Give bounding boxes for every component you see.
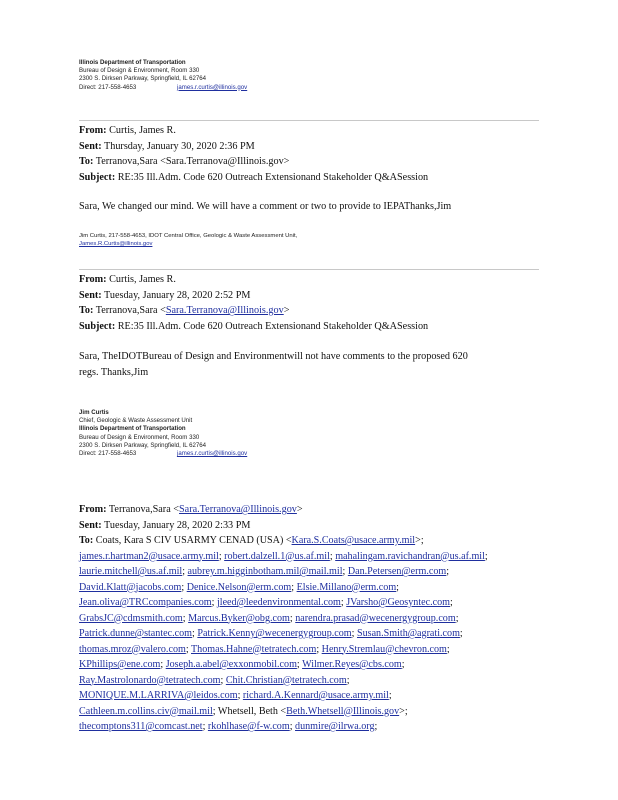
recipient-email-link[interactable]: David.Klatt@jacobs.com [79, 581, 182, 593]
sig-line: Jim Curtis, 217-558-4653, IDOT Central Office, Geologic & Waste Assessment Unit, [79, 233, 298, 239]
recipient-text: ; [484, 550, 488, 562]
email1-header [79, 123, 428, 185]
sig-org: Illinois Department of Transportation [79, 59, 186, 66]
recipient-text: ; [446, 643, 450, 655]
recipient-email-link[interactable]: richard.A.Kennard@usace.army.mil [242, 690, 389, 701]
recipient-email-link[interactable]: Ray.Mastrolonardo@tetratech.com [79, 674, 221, 686]
to-value: Terranova,Sara <Sara.Terranova@Illinois.gov> [95, 156, 290, 168]
recipient-text: ; [202, 721, 208, 732]
recipient-text: ; [181, 581, 187, 593]
recipient-email-link[interactable]: Joseph.a.abel@exxonmobil.com [165, 659, 297, 670]
sig-email-link[interactable]: james.r.curtis@illinois.gov [177, 83, 248, 91]
recipient-email-link[interactable]: narendra.prasad@wecenergygroup.com [295, 612, 456, 624]
recipient-text: ; [182, 612, 189, 624]
from-end: > [296, 504, 303, 515]
recipient-text: ; [185, 643, 191, 655]
recipient-email-link[interactable]: Cathleen.m.collins.civ@mail.mil [79, 705, 213, 717]
recipient-text: ; [182, 566, 188, 577]
recipient-email-link[interactable]: james.r.hartman2@usace.army.mil [79, 550, 219, 562]
from-label: From: [79, 504, 107, 515]
recipient-line [79, 564, 488, 580]
recipient-line [79, 626, 488, 642]
recipient-text: >; [399, 705, 408, 717]
recipient-text: ; Whetsell, Beth < [212, 705, 287, 717]
sig-email-link[interactable]: James.R.Curtis@illinois.gov [79, 241, 153, 248]
recipient-text: ; [296, 659, 303, 670]
sig-direct: Direct: 217-558-4653 [79, 450, 137, 458]
recipient-email-link[interactable]: dunmire@ilrwa.org [295, 721, 375, 732]
email2-signature [79, 409, 247, 458]
recipient-text: ; [289, 721, 296, 732]
recipient-text: ; [401, 659, 405, 670]
recipient-line [79, 704, 488, 720]
email2-header [79, 272, 428, 334]
sig-address: 2300 S. Dirksen Parkway, Springfield, IL 62764 [79, 75, 207, 83]
recipient-text: ; [351, 628, 357, 639]
from-label: From: [79, 274, 107, 285]
recipient-text: ; [316, 643, 322, 655]
recipient-email-link[interactable]: MONIQUE.M.LARRIVA@leidos.com [79, 690, 238, 701]
recipient-text: >; [415, 535, 424, 546]
sent-value: Thursday, January 30, 2020 2:36 PM [104, 140, 255, 152]
recipient-text: ; [220, 674, 226, 686]
recipient-line [79, 719, 488, 735]
recipient-line [79, 580, 488, 596]
recipient-email-link[interactable]: mahalingam.ravichandran@us.af.mil [335, 550, 485, 562]
recipient-email-link[interactable]: aubrey.m.higginbotham.mil@mail.mil [187, 566, 343, 577]
to-email-link[interactable]: Sara.Terranova@Illinois.gov [165, 305, 284, 317]
email3-header [79, 502, 303, 533]
sent-value: Tuesday, January 28, 2020 2:52 PM [104, 289, 251, 301]
recipient-email-link[interactable]: thecomptons311@comcast.net [79, 721, 203, 732]
recipient-text: ; [192, 628, 198, 639]
recipient-email-link[interactable]: thomas.mroz@valero.com [79, 643, 186, 655]
body-line: Sara, TheIDOTBureau of Design and Environmentwill not have comments to the proposed 620 [79, 351, 468, 362]
recipient-email-link[interactable]: Denice.Nelson@erm.com [186, 581, 292, 593]
recipient-text: ; [396, 581, 399, 593]
sent-label: Sent: [79, 519, 102, 531]
recipient-email-link[interactable]: Wilmer.Reyes@cbs.com [302, 659, 402, 670]
recipient-email-link[interactable]: robert.dalzell.1@us.af.mil [224, 550, 330, 562]
recipient-email-link[interactable]: KPhillips@ene.com [79, 659, 161, 670]
top-signature [79, 59, 247, 92]
sig-bureau: Bureau of Design & Environment, Room 330 [79, 433, 200, 441]
sent-label: Sent: [79, 140, 102, 152]
recipient-email-link[interactable]: Patrick.dunne@stantec.com [79, 628, 193, 639]
recipient-email-link[interactable]: GrabsJC@cdmsmith.com [79, 612, 183, 624]
recipient-text: ; [455, 612, 459, 624]
to-label: To: [79, 156, 94, 168]
recipient-line [79, 688, 488, 704]
from-email-link[interactable]: Sara.Terranova@Illinois.gov [179, 504, 297, 515]
recipient-text: ; [291, 581, 297, 593]
recipient-email-link[interactable]: rkohlhase@f-w.com [207, 721, 290, 732]
separator-line [79, 269, 539, 270]
to-label: To: [79, 305, 94, 317]
sig-direct: Direct: 217-558-4653 [79, 83, 137, 91]
recipient-text: Coats, Kara S CIV USARMY CENAD (USA) < [95, 535, 292, 546]
recipient-text: ; [218, 550, 225, 562]
recipient-email-link[interactable]: Marcus.Byker@obg.com [188, 612, 290, 624]
from-name: Terranova,Sara < [108, 504, 180, 515]
sig-title: Chief, Geologic & Waste Assessment Unit [79, 417, 193, 425]
to-name: Terranova,Sara < [95, 305, 166, 317]
recipient-email-link[interactable]: Chit.Christian@tetratech.com [225, 674, 347, 686]
recipient-line [79, 642, 488, 658]
recipient-email-link[interactable]: Henry.Stremlau@chevron.com [321, 643, 447, 655]
to-label: To: [79, 535, 94, 546]
subject-label: Subject: [79, 320, 116, 332]
sig-address: 2300 S. Dirksen Parkway, Springfield, IL 62764 [79, 441, 207, 449]
subject-label: Subject: [79, 171, 116, 183]
sig-org: Illinois Department of Transportation [79, 425, 186, 433]
email1-signature [79, 232, 297, 248]
recipient-line [79, 611, 488, 627]
separator-line [79, 120, 539, 121]
recipient-email-link[interactable]: Elsie.Millano@erm.com [296, 581, 397, 593]
recipient-email-link[interactable]: laurie.mitchell@us.af.mil [79, 566, 183, 577]
sig-name: Jim Curtis [79, 409, 109, 416]
recipients-list [79, 533, 488, 735]
subject-value: RE:35 Ill.Adm. Code 620 Outreach Extensionand Stakeholder Q&ASession [117, 320, 429, 332]
email2-body [79, 349, 468, 381]
recipient-line [79, 657, 488, 673]
to-end: > [283, 305, 290, 317]
recipient-text: ; [388, 690, 392, 701]
recipient-line [79, 673, 488, 689]
sig-bureau: Bureau of Design & Environment, Room 330 [79, 67, 200, 75]
recipient-text: ; [160, 659, 166, 670]
body-line: regs. Thanks,Jim [79, 367, 149, 378]
from-label: From: [79, 125, 107, 136]
from-value: Curtis, James R. [109, 125, 176, 136]
sent-label: Sent: [79, 289, 102, 301]
recipient-email-link[interactable]: Dan.Petersen@erm.com [347, 566, 447, 577]
recipient-text: ; [450, 597, 453, 608]
recipient-email-link[interactable]: Jean.oliva@TRCcompanies.com [79, 597, 212, 608]
recipient-text: ; [237, 690, 243, 701]
recipient-text: ; [342, 566, 348, 577]
recipient-text: ; [446, 566, 450, 577]
recipient-email-link[interactable]: Beth.Whetsell@Illinois.gov [286, 705, 400, 717]
recipient-email-link[interactable]: Kara.S.Coats@usace.army.mil [291, 535, 416, 546]
recipient-email-link[interactable]: Thomas.Hahne@tetratech.com [191, 643, 317, 655]
recipient-line [79, 595, 488, 611]
recipient-text: ; [346, 674, 350, 686]
recipient-text: ; [374, 721, 378, 732]
sig-email-link[interactable]: james.r.curtis@illinois.gov [177, 450, 248, 458]
subject-value: RE:35 Ill.Adm. Code 620 Outreach Extensionand Stakeholder Q&ASession [117, 171, 429, 183]
recipient-email-link[interactable]: JVarsho@Geosyntec.com [346, 597, 450, 608]
recipient-text: ; [289, 612, 296, 624]
recipient-text: ; [329, 550, 336, 562]
recipient-text: ; [459, 628, 463, 639]
recipient-email-link[interactable]: Patrick.Kenny@wecenergygroup.com [197, 628, 352, 639]
recipient-line [79, 549, 488, 565]
recipient-text: ; [211, 597, 217, 608]
recipient-email-link[interactable]: Susan.Smith@agrati.com [356, 628, 460, 639]
recipient-line [79, 533, 488, 549]
email1-body: Sara, We changed our mind. We will have a comment or two to provide to IEPAThanks,Jim [79, 201, 452, 212]
recipient-text: ; [340, 597, 347, 608]
recipient-email-link[interactable]: jleed@leedenvironmental.com [216, 597, 341, 608]
from-value: Curtis, James R. [109, 274, 176, 285]
sent-value: Tuesday, January 28, 2020 2:33 PM [104, 519, 251, 531]
